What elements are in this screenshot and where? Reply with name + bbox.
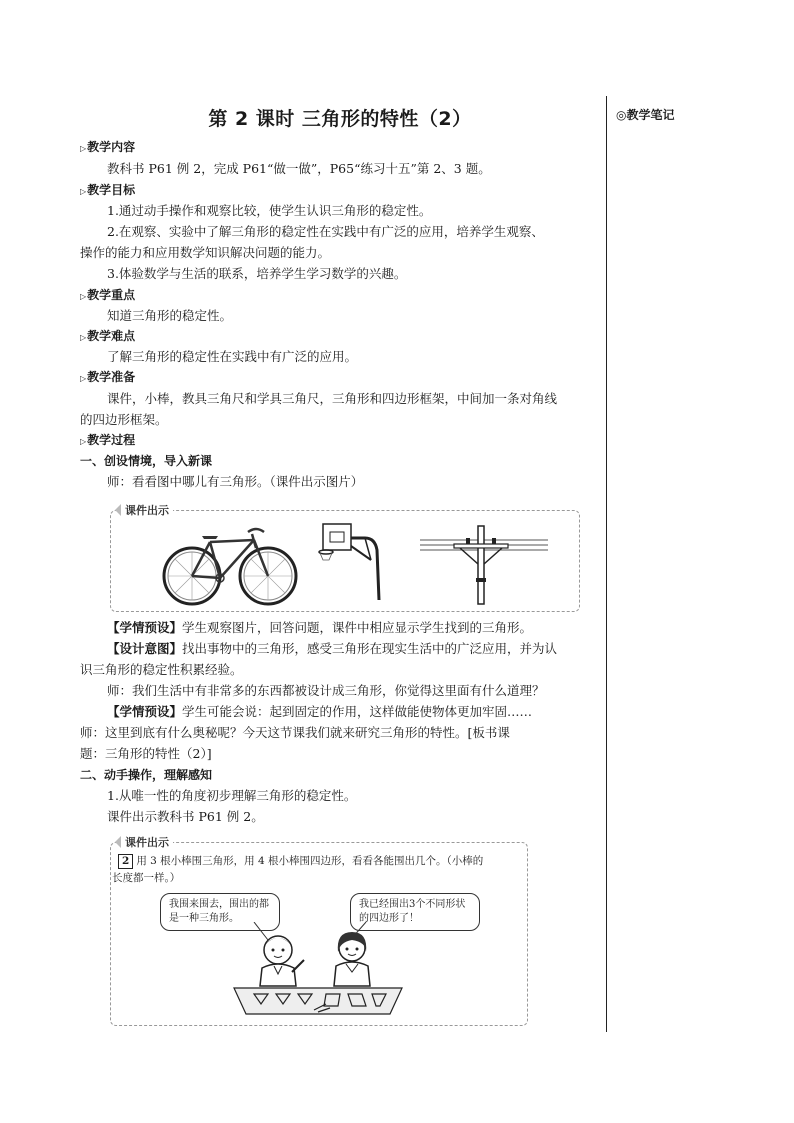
part1-heading: 一、创设情境，导入新课: [80, 454, 213, 468]
part2-item: 1.从唯一性的角度初步理解三角形的稳定性。: [107, 788, 357, 803]
content-text: 教科书 P61 例 2，完成 P61“做一做”，P65“练习十五”第 2、3 题。: [107, 161, 491, 176]
speech-bubble-boy: 我围来围去，围出的都是一种三角形。: [160, 893, 280, 931]
utility-pole-image: [418, 520, 550, 606]
section-process-heading: ▷教学过程: [80, 433, 136, 447]
bicycle-image: [160, 524, 300, 606]
goal-item: 3.体验数学与生活的联系，培养学生学习数学的兴趣。: [107, 266, 407, 281]
example-text: 2 用 3 根小棒围三角形，用 4 根小棒围四边形，看看各能围出几个。（小棒的: [118, 853, 522, 869]
key-text: 知道三角形的稳定性。: [107, 308, 233, 323]
goal-item: 操作的能力和应用数学知识解决问题的能力。: [80, 245, 331, 260]
section-key-heading: ▷教学重点: [80, 288, 136, 302]
speech-bubble-girl: 我已经围出3个不同形状的四边形了！: [350, 893, 480, 931]
design-intent-line: 识三角形的稳定性积累经验。: [80, 662, 243, 677]
section-content-heading: ▷教学内容: [80, 140, 136, 154]
analysis-line: 【学情预设】学生可能会说：起到固定的作用，这样做能使物体更加牢固……: [107, 704, 533, 719]
goal-item: 1.通过动手操作和观察比较，使学生认识三角形的稳定性。: [107, 203, 432, 218]
triangle-bullet-icon: ▷: [80, 144, 87, 153]
teaching-notes-label: ◎教学笔记: [616, 108, 675, 122]
teacher-line: 师：看看图中哪儿有三角形。（课件出示图片）: [107, 474, 364, 489]
goal-item: 2.在观察、实验中了解三角形的稳定性在实践中有广泛的应用，培养学生观察、: [107, 224, 544, 239]
basketball-hoop-image: [315, 520, 395, 606]
triangle-bullet-icon: ▷: [80, 187, 87, 196]
teacher-line: 题：三角形的特性（2）]: [80, 746, 212, 761]
design-intent-line: 【设计意图】找出事物中的三角形，感受三角形在现实生活中的广泛应用，并为认: [107, 641, 558, 656]
triangle-bullet-icon: ▷: [80, 374, 87, 383]
courseware-tag: 课件出示: [121, 834, 173, 850]
analysis-line: 【学情预设】学生观察图片，回答问题，课件中相应显示学生找到的三角形。: [107, 620, 533, 635]
courseware-tag: 课件出示: [121, 502, 173, 518]
triangle-bullet-icon: ▷: [80, 437, 87, 446]
prep-text: 课件，小棒，教具三角尺和学具三角尺，三角形和四边形框架，中间加一条对角线: [107, 391, 558, 406]
teacher-line: 师：这里到底有什么奥秘呢？今天这节课我们就来研究三角形的特性。[板书课: [80, 725, 510, 740]
part2-item: 课件出示教科书 P61 例 2。: [107, 809, 264, 824]
part2-heading: 二、动手操作，理解感知: [80, 768, 213, 782]
example-text: 长度都一样。）: [112, 872, 181, 884]
section-goals-heading: ▷教学目标: [80, 183, 136, 197]
triangle-bullet-icon: ▷: [80, 333, 87, 342]
example-number: 2: [118, 854, 133, 869]
margin-divider: [606, 96, 607, 1032]
triangle-bullet-icon: ▷: [80, 292, 87, 301]
difficulty-text: 了解三角形的稳定性在实践中有广泛的应用。: [107, 349, 358, 364]
page-title: 第 2 课时 三角形的特性（2）: [208, 108, 472, 130]
prep-text: 的四边形框架。: [80, 412, 168, 427]
teacher-line: 师：我们生活中有非常多的东西都被设计成三角形，你觉得这里面有什么道理？: [107, 683, 545, 698]
section-prep-heading: ▷教学准备: [80, 370, 136, 384]
section-difficulty-heading: ▷教学难点: [80, 329, 136, 343]
students-illustration: [230, 922, 406, 1016]
